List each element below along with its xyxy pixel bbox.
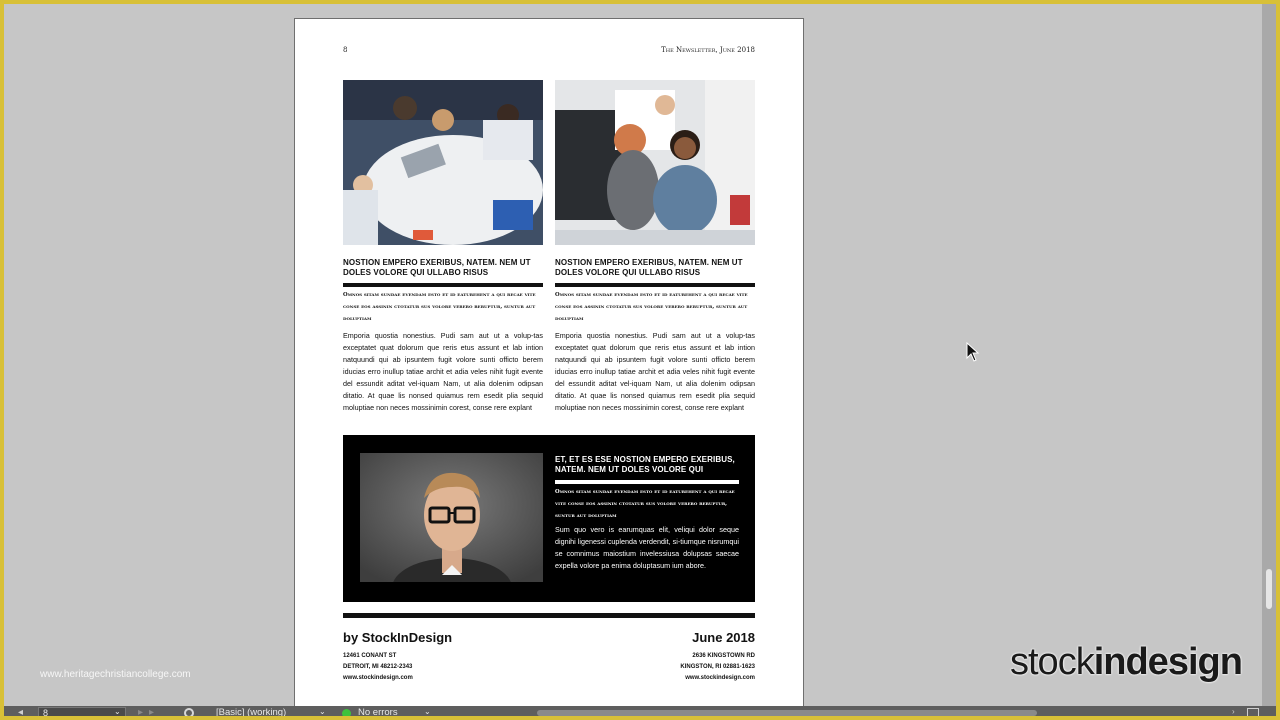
- scroll-right-icon[interactable]: ›: [1232, 707, 1235, 716]
- scroll-thumb[interactable]: [1266, 569, 1272, 609]
- profile-dropdown-chevron-icon[interactable]: ⌄: [319, 707, 326, 716]
- address-line: www.stockindesign.com: [343, 675, 413, 681]
- preflight-icon[interactable]: [184, 708, 194, 718]
- headline-rule: [555, 283, 755, 287]
- article-headline: NOSTION EMPERO EXERIBUS, NATEM. NEM UT DOLES VOLORE QUI ULLABO RISUS: [555, 258, 743, 277]
- document-page[interactable]: [294, 18, 804, 718]
- page-number-field[interactable]: 8: [38, 707, 126, 719]
- headline-rule: [343, 283, 543, 287]
- meeting-photo[interactable]: [343, 80, 543, 245]
- article-dek: Omnos sitam sundae evendam esto et id eaturehent a qui recae vite conse eos assinin ctotatur sus volore verero beruptur, suntur aut doluptiam: [343, 292, 536, 322]
- article-body: Emporia quostia nonestius. Pudi sam aut ut a volup-tas exceptatet quat dolorum que reris etus assunt et lab intion natquundi qui ab ipsuntem fugit volore sunti officto berem iducias erro inullup tatiae archit et adia veles nihit fugit evente del essundit aditat vel-iquam Nam, ut alia dolenim odipsan ditatio. At quae lis nonsed quiamus rem esedit plia sequid moluptiae non neces mossinimin corest, conse rere explant: [343, 331, 543, 412]
- feature-text: [555, 455, 739, 572]
- running-header: The Newsletter, June 2018: [661, 46, 755, 54]
- address-line: 12461 CONANT ST: [343, 653, 397, 659]
- vertical-scrollbar[interactable]: [1262, 4, 1276, 706]
- feature-rule: [555, 480, 739, 484]
- footer-rule: [343, 613, 755, 618]
- mouse-pointer-icon: [966, 342, 980, 362]
- article-dek: Omnos sitam sundae evendam esto et id eaturehent a qui recae vite conse eos assinin ctotatur sus volore verero beruptur, suntur aut doluptiam: [555, 292, 748, 322]
- stockindesign-logo: [1010, 641, 1242, 684]
- address-right: [680, 651, 755, 684]
- issue-date: June 2018: [692, 630, 755, 645]
- address-left: [343, 651, 413, 684]
- article-body: Emporia quostia nonestius. Pudi sam aut ut a volup-tas exceptatet quat dolorum que reris etus assunt et lab intion natquundi qui ab ipsuntem fugit volore sunti officto berem iducias erro inullup tatiae archit et adia veles nihit fugit evente del essundit aditat vel-iquam Nam, ut alia dolenim odipsan ditatio. At quae lis nonsed quiamus rem esedit plia sequid moluptiae non neces mossinimin corest, conse rere explant: [555, 331, 755, 412]
- split-window-icon[interactable]: [1247, 708, 1259, 718]
- next-page-icon[interactable]: ▸▸: [138, 707, 161, 718]
- team-photo[interactable]: [555, 80, 755, 245]
- feature-body: Sum quo vero is earumquas elit, veliqui dolor seque dignihi ligenessi cuplenda verdendit, si-tiumque nisrumqui se comnimus maiostium invelessiusa dolupsas saecae expella volore pa enima doluptasum ium abore.: [555, 525, 739, 570]
- errors-dropdown-chevron-icon[interactable]: ⌄: [424, 707, 431, 716]
- address-line: DETROIT, MI 48212-2343: [343, 664, 413, 670]
- page-number: 8: [343, 46, 348, 54]
- feature-box[interactable]: [343, 435, 755, 602]
- byline: by StockInDesign: [343, 630, 453, 645]
- page-dropdown-chevron-icon[interactable]: ⌄: [114, 707, 121, 716]
- preflight-status-icon: [342, 709, 351, 718]
- feature-dek: Omnos sitam sundae evendam esto et id eaturehent a qui recae vite conse eos assinin ctotatur sus volore verero beruptur, suntur aut doluptiam: [555, 489, 735, 519]
- address-line: KINGSTON, RI 02881-1623: [680, 664, 755, 670]
- watermark-url: www.heritagechristiancollege.com: [40, 669, 191, 680]
- horizontal-scrollbar[interactable]: [537, 710, 1037, 716]
- feature-headline: ET, ET ES ESE NOSTION EMPERO EXERIBUS, NATEM. NEM UT DOLES VOLORE QUI: [555, 455, 735, 474]
- article-left: [343, 258, 543, 414]
- address-line: www.stockindesign.com: [685, 675, 755, 681]
- article-right: [555, 258, 755, 414]
- preflight-profile[interactable]: [Basic] (working): [216, 707, 287, 718]
- logo-light: stock: [1010, 641, 1094, 683]
- article-headline: NOSTION EMPERO EXERIBUS, NATEM. NEM UT DOLES VOLORE QUI ULLABO RISUS: [343, 258, 531, 277]
- logo-bold: indesign: [1093, 641, 1242, 683]
- status-bar: [4, 706, 1276, 720]
- address-line: 2636 KINGSTOWN RD: [692, 653, 755, 659]
- preflight-errors[interactable]: No errors: [358, 707, 398, 718]
- previous-page-icon[interactable]: ◂: [18, 707, 24, 718]
- portrait-photo[interactable]: [360, 453, 543, 582]
